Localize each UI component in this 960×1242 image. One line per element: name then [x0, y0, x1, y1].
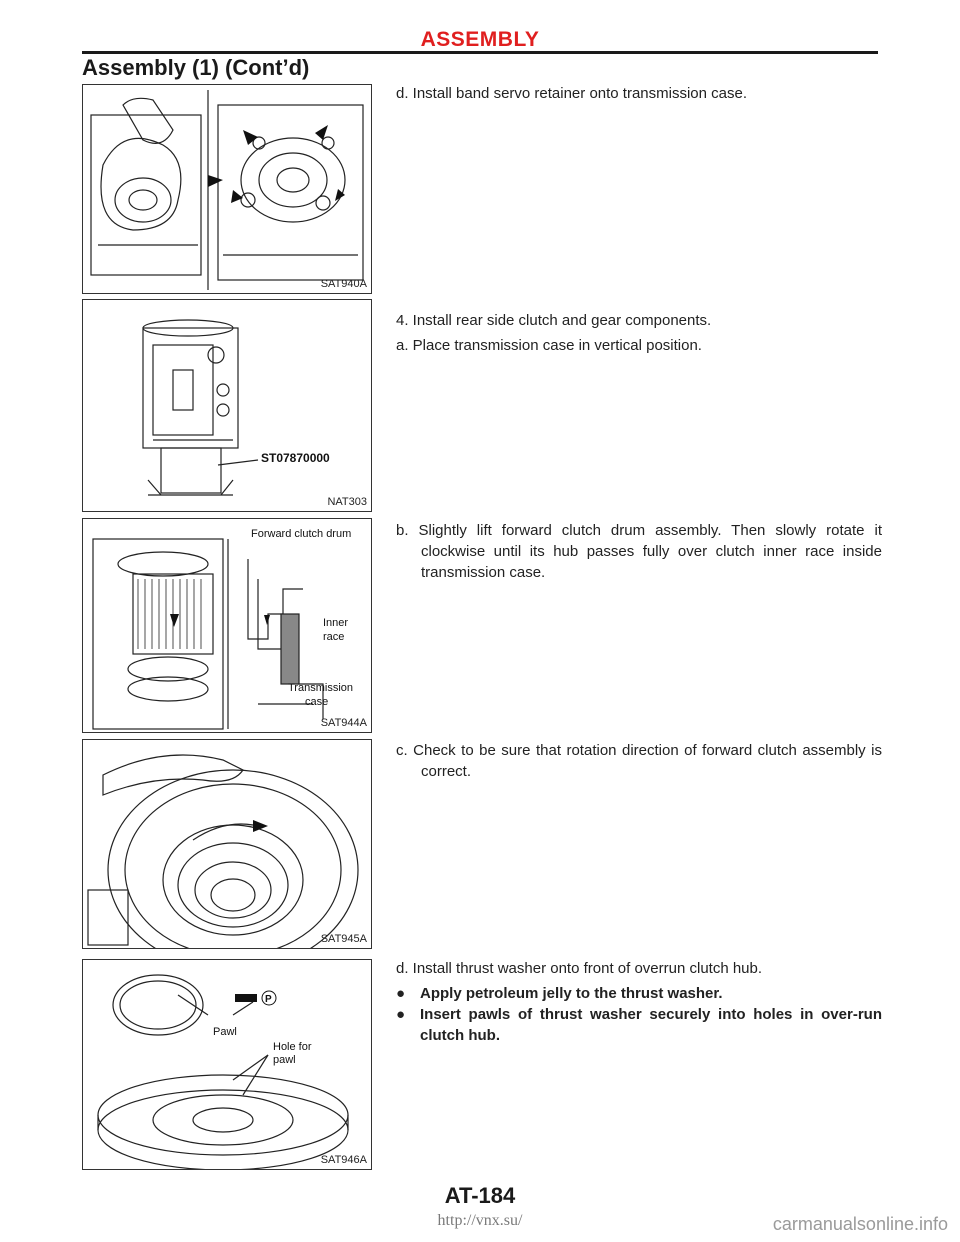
figure-thrust-washer: [82, 959, 372, 1170]
step-text: 4. Install rear side clutch and gear components.: [396, 312, 712, 329]
figure-code: SAT945A: [320, 933, 367, 945]
step-text: c. Check to be sure that rotation direction of forward clutch assembly is correct.: [396, 742, 882, 780]
step-4: [396, 310, 882, 360]
watermark: carmanualsonline.info: [772, 1214, 948, 1234]
figure-rotation-direction: [82, 739, 372, 949]
step-b: [396, 520, 882, 587]
bullet-text: Apply petroleum jelly to the thrust washer.: [420, 985, 723, 1002]
section-title: ASSEMBLY: [420, 28, 540, 51]
label-pawl-2: pawl: [273, 1054, 296, 1066]
label-case: case: [305, 696, 329, 708]
figure-code: SAT946A: [320, 1154, 367, 1166]
figure-code: SAT940A: [320, 278, 367, 290]
bullet-icon: ●: [396, 985, 406, 1002]
label-pawl: Pawl: [213, 1026, 237, 1038]
label-race: race: [323, 631, 345, 643]
label-forward-clutch-drum: Forward clutch drum: [251, 528, 352, 540]
bullet-text: Insert pawls of thrust washer securely into holes in over-run clutch hub.: [420, 1006, 882, 1044]
step-text: d. Install band servo retainer onto transmission case.: [396, 85, 748, 102]
header-rule: [82, 51, 878, 54]
thrust-washer-illustration: [83, 960, 372, 1170]
label-transmission: Transmission: [288, 682, 353, 694]
band-servo-illustration: [83, 85, 372, 294]
rotation-check-illustration: [83, 740, 372, 949]
footer-link[interactable]: http://vnx.su/: [437, 1212, 523, 1229]
page-subtitle: Assembly (1) (Cont’d): [82, 55, 310, 80]
figure-code: SAT944A: [320, 717, 367, 729]
step-d-servo: [396, 83, 882, 108]
step-text: b. Slightly lift forward clutch drum assembly. Then slowly rotate it clockwise until its hub passes fully over clutch inner race inside transmission case.: [396, 522, 882, 581]
svg-text:P: P: [265, 994, 272, 1005]
step-text: a. Place transmission case in vertical position.: [396, 337, 702, 354]
figure-code: NAT303: [327, 496, 367, 508]
step-d-washer: [396, 958, 882, 1046]
label-inner: Inner: [323, 617, 349, 629]
step-text: d. Install thrust washer onto front of overrun clutch hub.: [396, 960, 763, 977]
bullet-item: [396, 983, 882, 1004]
transmission-stand-illustration: [83, 300, 372, 512]
step-c: [396, 740, 882, 786]
figure-forward-clutch-drum: [82, 518, 372, 733]
bullet-item: [396, 1004, 882, 1046]
page-header: [0, 0, 960, 80]
tool-number: ST07870000: [261, 451, 330, 465]
label-hole-for: Hole for: [273, 1041, 312, 1053]
figure-vertical-case: [82, 299, 372, 512]
clutch-drum-illustration: [83, 519, 372, 733]
figure-band-servo-retainer: [82, 84, 372, 294]
bullet-icon: ●: [396, 1006, 406, 1023]
page-number: AT-184: [444, 1183, 516, 1208]
